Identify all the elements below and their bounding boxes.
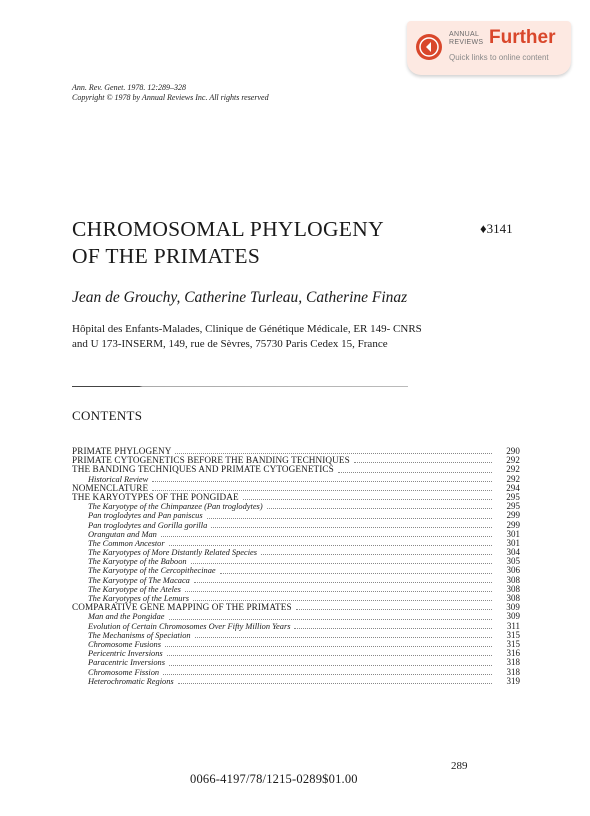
- toc-leader-dots: [165, 645, 492, 647]
- toc-entry-label: THE KARYOTYPES OF THE PONGIDAE: [72, 491, 239, 502]
- toc-leader-dots: [338, 471, 492, 473]
- toc-entry[interactable]: [72, 511, 520, 520]
- toc-entry[interactable]: [72, 502, 520, 511]
- affiliation: Hôpital des Enfants-Malades, Clinique de Génétique Médicale, ER 149- CNRS and U 173-INSERM, 149, rue de Sèvres, 75730 Paris Cedex 15, France: [72, 323, 422, 350]
- toc-entry-page: 319: [506, 675, 520, 686]
- toc-leader-dots: [185, 590, 492, 592]
- toc-entry[interactable]: [72, 677, 520, 686]
- toc-leader-dots: [167, 654, 492, 656]
- toc-entry-page: 295: [506, 491, 520, 502]
- toc-entry[interactable]: [72, 539, 520, 548]
- toc-entry[interactable]: [72, 631, 520, 640]
- toc-entry-label: THE BANDING TECHNIQUES AND PRIMATE CYTOGENETICS: [72, 464, 334, 475]
- toc-leader-dots: [175, 452, 492, 454]
- footer-code: 0066-4197/78/1215-0289$01.00: [190, 772, 358, 786]
- toc-entry-label: PRIMATE PHYLOGENY: [72, 446, 172, 456]
- badge-quick-links: Quick links to online content: [449, 53, 549, 62]
- toc-entry-label: Pan troglodytes and Pan paniscus: [88, 511, 203, 521]
- toc-leader-dots: [220, 572, 492, 574]
- toc-entry[interactable]: [72, 557, 520, 566]
- toc-leader-dots: [152, 489, 492, 491]
- toc-entry-page: 294: [506, 482, 520, 493]
- toc-entry-label: Pan troglodytes and Gorilla gorilla: [88, 520, 208, 530]
- toc-entry-page: 305: [506, 556, 520, 567]
- toc-entry-page: 309: [506, 611, 520, 622]
- toc-entry[interactable]: [72, 658, 520, 667]
- page-number: 289: [451, 760, 468, 772]
- toc-entry-label: Paracentric Inversions: [88, 658, 165, 668]
- toc-leader-dots: [243, 498, 492, 500]
- toc-entry-page: 299: [506, 510, 520, 521]
- toc-entry[interactable]: [72, 548, 520, 557]
- toc-entry-label: The Karyotypes of the Lemurs: [88, 594, 189, 603]
- toc-entry-label: Man and the Pongidae: [88, 612, 165, 622]
- divider: [72, 386, 408, 387]
- toc-entry-label: Orangutan and Man: [88, 529, 157, 539]
- toc-entry-page: 304: [506, 547, 520, 558]
- toc-entry-page: 292: [506, 455, 520, 466]
- toc-leader-dots: [261, 553, 492, 555]
- toc-entry[interactable]: [72, 566, 520, 575]
- toc-entry[interactable]: [72, 640, 520, 649]
- article-title: CHROMOSOMAL PHYLOGENY OF THE PRIMATES: [72, 217, 384, 268]
- toc-entry[interactable]: [72, 622, 520, 631]
- toc-entry-label: The Karyotype of the Chimpanzee (Pan troglodytes): [88, 502, 263, 512]
- toc-entry-page: 316: [506, 648, 520, 659]
- toc-entry[interactable]: [72, 576, 520, 585]
- toc-entry-page: 311: [506, 620, 520, 631]
- toc-entry-label: PRIMATE CYTOGENETICS BEFORE THE BANDING TECHNIQUES: [72, 455, 350, 466]
- toc-entry-page: 308: [506, 583, 520, 594]
- toc-leader-dots: [207, 517, 492, 519]
- toc-leader-dots: [195, 636, 492, 638]
- toc-entry[interactable]: [72, 668, 520, 677]
- toc-entry[interactable]: [72, 612, 520, 621]
- toc-entry-page: 308: [506, 593, 520, 603]
- toc-entry-page: 290: [506, 446, 520, 456]
- toc-entry-page: 295: [506, 501, 520, 512]
- toc-leader-dots: [169, 664, 492, 666]
- toc-leader-dots: [163, 673, 492, 675]
- toc-entry[interactable]: [72, 465, 520, 474]
- toc-entry-label: The Karyotype of the Baboon: [88, 557, 187, 567]
- toc-leader-dots: [194, 581, 492, 583]
- toc-entry[interactable]: [72, 493, 520, 502]
- toc-leader-dots: [296, 608, 492, 610]
- toc-entry-page: 306: [506, 565, 520, 576]
- toc-leader-dots: [193, 599, 492, 601]
- toc-leader-dots: [178, 682, 492, 684]
- toc-leader-dots: [169, 618, 492, 620]
- authors: Jean de Grouchy, Catherine Turleau, Catherine Finaz: [72, 289, 408, 306]
- toc-entry-label: COMPARATIVE GENE MAPPING OF THE PRIMATES: [72, 602, 292, 613]
- toc-entry-label: Historical Review: [88, 474, 149, 484]
- toc-entry[interactable]: [72, 603, 520, 612]
- toc-leader-dots: [191, 562, 492, 564]
- toc-entry[interactable]: [72, 521, 520, 530]
- toc-entry-label: The Karyotypes of More Distantly Related Species: [88, 548, 258, 558]
- toc-entry-label: Evolution of Certain Chromosomes Over Fifty Million Years: [88, 621, 291, 631]
- toc-leader-dots: [294, 627, 492, 629]
- badge-publisher: ANNUAL REVIEWS: [449, 31, 484, 46]
- toc-entry-page: 301: [506, 528, 520, 539]
- toc-entry-label: Chromosome Fission: [88, 667, 160, 677]
- toc-entry[interactable]: [72, 585, 520, 594]
- toc-entry-page: 315: [506, 638, 520, 649]
- toc-entry-label: The Karyotype of the Cercopithecinae: [88, 566, 216, 576]
- table-of-contents: [72, 447, 520, 686]
- toc-entry[interactable]: [72, 530, 520, 539]
- toc-entry[interactable]: [72, 649, 520, 658]
- toc-entry-page: 292: [506, 464, 520, 475]
- toc-entry-label: NOMENCLATURE: [72, 482, 149, 493]
- toc-entry-page: 301: [506, 537, 520, 548]
- toc-entry-page: 315: [506, 629, 520, 640]
- toc-leader-dots: [161, 535, 492, 537]
- citation: Ann. Rev. Genet. 1978. 12:289–328 Copyright © 1978 by Annual Reviews Inc. All rights reserved: [72, 83, 269, 102]
- article-code: ♦3141: [480, 221, 513, 236]
- contents-heading: CONTENTS: [72, 408, 143, 423]
- toc-leader-dots: [152, 480, 492, 482]
- further-badge[interactable]: [407, 21, 571, 75]
- toc-entry-page: 318: [506, 657, 520, 668]
- toc-entry-label: The Common Ancestor: [88, 538, 165, 548]
- toc-entry-label: The Karyotype of the Ateles: [88, 584, 181, 594]
- toc-entry-label: Pericentric Inversions: [88, 649, 163, 659]
- toc-entry-label: Chromosome Fusions: [88, 639, 161, 649]
- play-icon: [416, 34, 442, 60]
- toc-leader-dots: [354, 461, 492, 463]
- toc-entry-label: Heterochromatic Regions: [88, 676, 174, 686]
- toc-leader-dots: [169, 544, 492, 546]
- toc-leader-dots: [211, 526, 492, 528]
- toc-entry-label: The Karyotype of The Macaca: [88, 575, 190, 585]
- toc-entry-page: 318: [506, 666, 520, 677]
- toc-leader-dots: [267, 507, 492, 509]
- toc-entry-label: The Mechanisms of Speciation: [88, 630, 191, 640]
- toc-entry-page: 309: [506, 602, 520, 613]
- badge-further-label: Further: [489, 27, 556, 48]
- toc-entry-page: 299: [506, 519, 520, 530]
- toc-entry-page: 308: [506, 574, 520, 585]
- toc-entry-page: 292: [506, 473, 520, 484]
